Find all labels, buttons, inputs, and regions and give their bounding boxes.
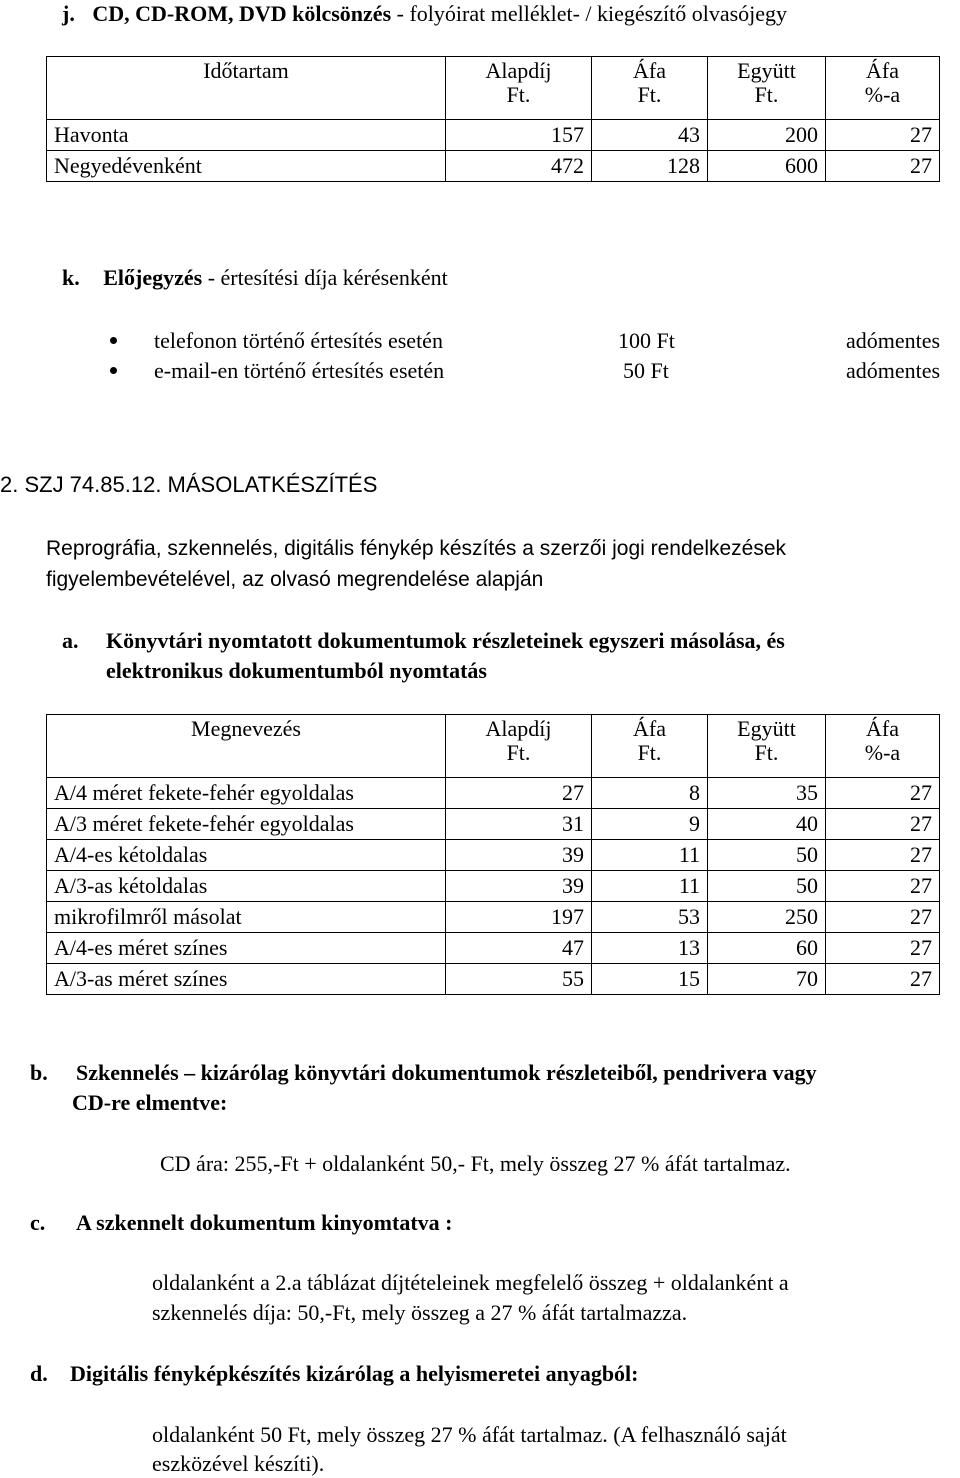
table-cell: 39 — [446, 840, 592, 871]
table-row — [47, 809, 940, 840]
section-j-subtitle: - folyóirat melléklet- / kiegészítő olvasójegy — [396, 1, 788, 26]
table-cell: 47 — [446, 933, 592, 964]
section-d-text: eszközével készíti). — [152, 1451, 325, 1476]
table-cell: 27 — [826, 871, 940, 902]
table-cell: 15 — [592, 964, 708, 995]
section-a-title: elektronikus dokumentumból nyomtatás — [106, 658, 487, 683]
table-cell: 157 — [446, 120, 592, 151]
table-header-row — [47, 57, 940, 120]
section-a-marker: a. — [62, 628, 79, 653]
section-2-intro: Reprográfia, szkennelés, digitális fénykép készítés a szerzői jogi rendelkezések — [46, 537, 787, 560]
notification-price: 100 Ft — [618, 328, 675, 353]
table-header-row — [47, 715, 940, 778]
bullet-icon — [110, 337, 117, 344]
table-cell: A/3-as kétoldalas — [47, 871, 446, 902]
table-cell: 27 — [826, 778, 940, 809]
table-row — [47, 933, 940, 964]
column-header: Együtt Ft. — [708, 57, 826, 120]
column-header: Áfa Ft. — [592, 57, 708, 120]
section-c-text: oldalanként a 2.a táblázat díjtételeinek megfelelő összeg + oldalanként a — [152, 1270, 789, 1295]
table-cell: 472 — [446, 151, 592, 182]
table-cell: 11 — [592, 871, 708, 902]
section-d-text: oldalanként 50 Ft, mely összeg 27 % áfát tartalmaz. (A felhasználó saját — [152, 1422, 787, 1447]
table-cell: 27 — [826, 151, 940, 182]
table-cell: 31 — [446, 809, 592, 840]
section-a-title: Könyvtári nyomtatott dokumentumok részleteinek egyszeri másolása, és — [106, 628, 785, 653]
section-k-subtitle: - értesítési díja kérésenként — [207, 265, 448, 290]
table-cell: 27 — [826, 902, 940, 933]
table-cell: A/4-es méret színes — [47, 933, 446, 964]
table-cell: Havonta — [47, 120, 446, 151]
copy-fee-table — [46, 714, 940, 995]
table-cell: 35 — [708, 778, 826, 809]
table-cell: 27 — [826, 964, 940, 995]
table-cell: A/3-as méret színes — [47, 964, 446, 995]
section-2-intro: figyelembevételével, az olvasó megrendelése alapján — [46, 568, 544, 591]
notification-tax: adómentes — [846, 358, 941, 383]
table-cell: 27 — [826, 120, 940, 151]
lending-fee-table — [46, 56, 940, 182]
table-cell: 27 — [826, 933, 940, 964]
table-cell: 8 — [592, 778, 708, 809]
column-header: Áfa %-a — [826, 715, 940, 778]
table-cell: 197 — [446, 902, 592, 933]
column-header: Együtt Ft. — [708, 715, 826, 778]
section-d-marker: d. — [30, 1361, 48, 1386]
column-header: Áfa Ft. — [592, 715, 708, 778]
section-k-heading — [62, 265, 448, 290]
table-cell: 55 — [446, 964, 592, 995]
section-j-heading — [62, 1, 787, 26]
table-cell: 43 — [592, 120, 708, 151]
table-cell: 128 — [592, 151, 708, 182]
table-cell: 53 — [592, 902, 708, 933]
table-cell: A/4-es kétoldalas — [47, 840, 446, 871]
table-cell: 50 — [708, 840, 826, 871]
table-cell: 13 — [592, 933, 708, 964]
table-cell: 27 — [826, 840, 940, 871]
table-cell: Negyedévenként — [47, 151, 446, 182]
table-row — [47, 151, 940, 182]
table-cell: 200 — [708, 120, 826, 151]
table-cell: 250 — [708, 902, 826, 933]
table-cell: A/4 méret fekete-fehér egyoldalas — [47, 778, 446, 809]
table-row — [47, 902, 940, 933]
table-cell: 39 — [446, 871, 592, 902]
notification-tax: adómentes — [846, 328, 941, 353]
section-d-title: Digitális fényképkészítés kizárólag a helyismeretei anyagból: — [70, 1361, 639, 1386]
section-c-title: A szkennelt dokumentum kinyomtatva : — [76, 1210, 453, 1235]
section-k-marker: k. — [62, 265, 80, 290]
section-b-title: CD-re elmentve: — [72, 1090, 228, 1115]
notification-label: telefonon történő értesítés esetén — [154, 328, 443, 353]
table-cell: 40 — [708, 809, 826, 840]
notification-price: 50 Ft — [623, 358, 669, 383]
table-cell: 600 — [708, 151, 826, 182]
table-cell: 60 — [708, 933, 826, 964]
column-header: Időtartam — [47, 57, 446, 120]
table-cell: mikrofilmről másolat — [47, 902, 446, 933]
table-cell: 11 — [592, 840, 708, 871]
column-header: Áfa %-a — [826, 57, 940, 120]
table-row — [47, 778, 940, 809]
section-j-title: CD, CD-ROM, DVD kölcsönzés — [92, 1, 392, 26]
section-c-marker: c. — [30, 1210, 46, 1235]
section-c-text: szkennelés díja: 50,-Ft, mely összeg a 27 % áfát tartalmazza. — [152, 1300, 688, 1325]
section-k-title: Előjegyzés — [103, 265, 203, 290]
table-row — [47, 120, 940, 151]
section-2-heading: 2. SZJ 74.85.12. MÁSOLATKÉSZÍTÉS — [0, 472, 378, 497]
column-header: Megnevezés — [47, 715, 446, 778]
column-header: Alapdíj Ft. — [446, 57, 592, 120]
column-header: Alapdíj Ft. — [446, 715, 592, 778]
table-row — [47, 871, 940, 902]
table-cell: 70 — [708, 964, 826, 995]
table-row — [47, 840, 940, 871]
section-b-text: CD ára: 255,-Ft + oldalanként 50,- Ft, mely összeg 27 % áfát tartalmaz. — [160, 1151, 791, 1176]
table-cell: 9 — [592, 809, 708, 840]
section-j-marker: j. — [62, 1, 75, 26]
section-b-marker: b. — [30, 1060, 48, 1085]
table-cell: 27 — [446, 778, 592, 809]
table-cell: A/3 méret fekete-fehér egyoldalas — [47, 809, 446, 840]
section-b-title: Szkennelés – kizárólag könyvtári dokumentumok részleteiből, pendrivera vagy — [76, 1060, 817, 1085]
table-cell: 27 — [826, 809, 940, 840]
table-row — [47, 964, 940, 995]
bullet-icon — [110, 367, 117, 374]
notification-label: e-mail-en történő értesítés esetén — [154, 358, 445, 383]
table-cell: 50 — [708, 871, 826, 902]
